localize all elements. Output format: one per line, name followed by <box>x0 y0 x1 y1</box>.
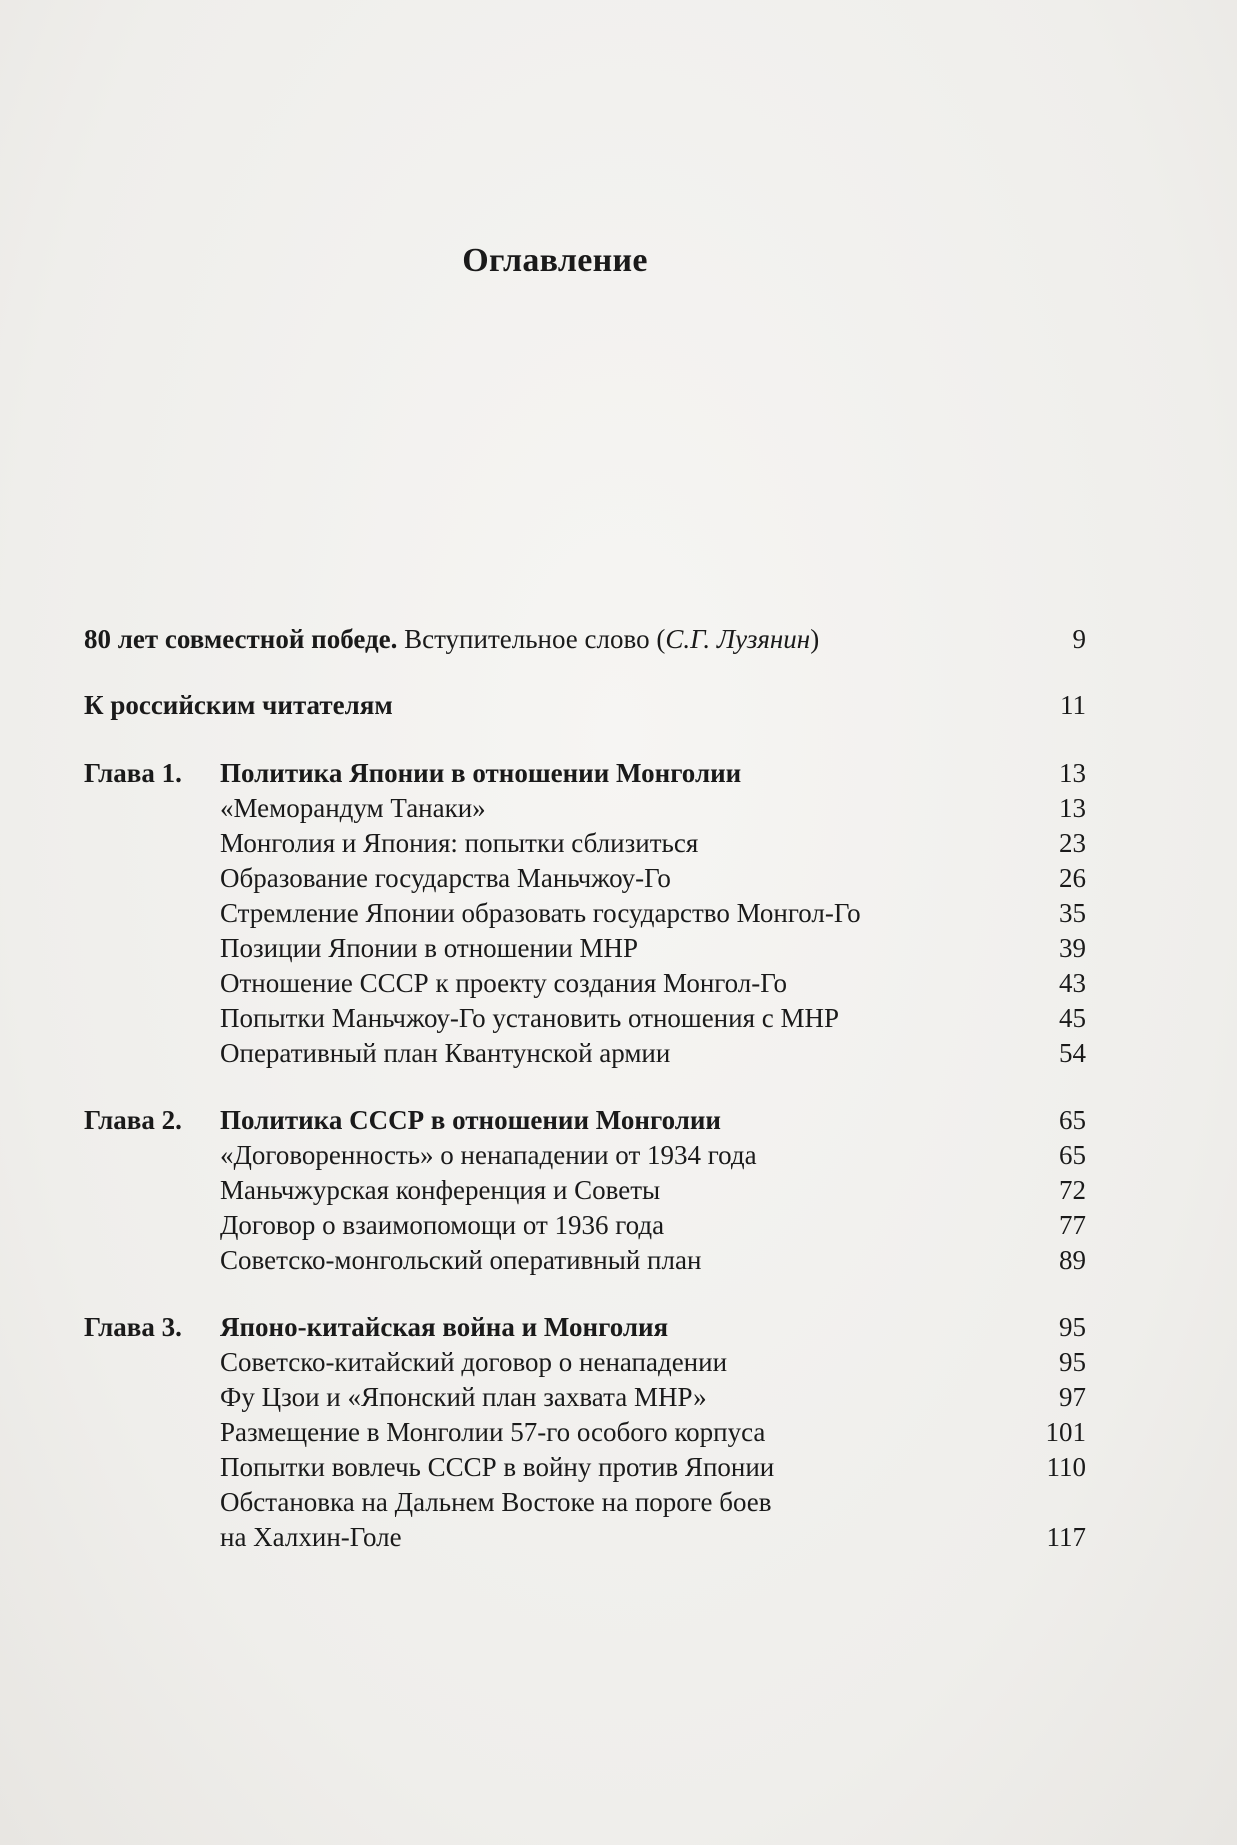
toc-item-text: «Договоренность» о ненападении от 1934 года <box>220 1140 757 1170</box>
toc-item-text: Попытки вовлечь СССР в войну против Японии <box>220 1452 775 1482</box>
toc-item-text: Советско-китайский договор о ненападении <box>220 1347 728 1377</box>
toc-item <box>84 1450 1086 1484</box>
chapter-title: Японо-китайская война и Монголия <box>220 1312 669 1342</box>
toc-page-number: 72 <box>1059 1175 1086 1205</box>
toc-page-number: 95 <box>1059 1347 1086 1377</box>
toc-page-number: 39 <box>1059 933 1086 963</box>
toc-page-number: 110 <box>1046 1452 1086 1482</box>
toc-page-number: 9 <box>1072 624 1086 654</box>
toc-item <box>84 931 1086 965</box>
intro-author: С.Г. Лузянин <box>665 624 811 654</box>
toc-page-number: 43 <box>1059 968 1086 998</box>
chapter-title: Политика Японии в отношении Монголии <box>220 758 742 788</box>
toc-item <box>84 1036 1086 1070</box>
toc-page-number: 77 <box>1059 1210 1086 1240</box>
toc-item-text: Оперативный план Квантунской армии <box>220 1038 671 1068</box>
toc-page-number: 54 <box>1059 1038 1086 1068</box>
toc-chapter-2 <box>84 1103 1086 1137</box>
toc-item-text: «Меморандум Танаки» <box>220 793 486 823</box>
toc-page-number: 13 <box>1059 793 1086 823</box>
chapter-title: Политика СССР в отношении Монголии <box>220 1105 721 1135</box>
toc-item <box>84 861 1086 895</box>
toc-item-text: Попытки Маньчжоу-Го установить отношения с МНР <box>220 1003 840 1033</box>
toc-item-text: Советско-монгольский оперативный план <box>220 1245 702 1275</box>
toc-page-number: 65 <box>1059 1140 1086 1170</box>
toc-page-number: 117 <box>1046 1522 1086 1552</box>
toc-item <box>84 1345 1086 1379</box>
toc-page-number: 11 <box>1060 690 1086 720</box>
toc-entry-text: К российским читателям <box>84 690 393 720</box>
toc-item <box>84 791 1086 825</box>
toc-item <box>84 896 1086 930</box>
chapter-label: Глава 3. <box>84 1312 182 1342</box>
chapter-label: Глава 2. <box>84 1105 182 1135</box>
toc-item-text: Отношение СССР к проекту создания Монгол-Го <box>220 968 788 998</box>
toc-entry-text <box>84 622 819 656</box>
toc-item <box>84 1415 1086 1449</box>
toc-item <box>84 1208 1086 1242</box>
toc-item <box>84 826 1086 860</box>
intro-text: Вступительное слово ( <box>397 624 666 654</box>
toc-page-number: 65 <box>1059 1105 1086 1135</box>
toc-page-number: 101 <box>1045 1417 1086 1447</box>
toc-item-text: Монголия и Япония: попытки сблизиться <box>220 828 699 858</box>
toc-item <box>84 1173 1086 1207</box>
toc-page-number: 23 <box>1059 828 1086 858</box>
toc-item-text: Стремление Японии образовать государство Монгол-Го <box>220 898 861 928</box>
chapter-label: Глава 1. <box>84 758 182 788</box>
page-title: Оглавление <box>462 242 648 279</box>
toc-item-text: Договор о взаимопомощи от 1936 года <box>220 1210 665 1240</box>
intro-close: ) <box>810 624 820 654</box>
toc-item-text: Фу Цзои и «Японский план захвата МНР» <box>220 1382 707 1412</box>
toc-entry-intro <box>84 622 1086 656</box>
toc-item <box>84 1138 1086 1172</box>
toc-item-text: Образование государства Маньчжоу-Го <box>220 863 671 893</box>
toc-chapter-1 <box>84 756 1086 790</box>
toc-item-multiline <box>84 1485 1086 1555</box>
toc-page-number: 89 <box>1059 1245 1086 1275</box>
toc-item-text: Маньчжурская конференция и Советы <box>220 1175 661 1205</box>
toc-chapter-3 <box>84 1310 1086 1344</box>
toc-entry-readers <box>84 688 1086 722</box>
toc-page-number: 97 <box>1059 1382 1086 1412</box>
toc-item <box>84 1380 1086 1414</box>
toc-item-text: Размещение в Монголии 57-го особого корпуса <box>220 1417 766 1447</box>
toc-item <box>84 966 1086 1000</box>
toc-item <box>84 1243 1086 1277</box>
toc-page-number: 45 <box>1059 1003 1086 1033</box>
toc-item-text: Позиции Японии в отношении МНР <box>220 933 639 963</box>
toc-page-number: 35 <box>1059 898 1086 928</box>
toc-item-text-line1: Обстановка на Дальнем Востоке на пороге боев <box>220 1487 772 1517</box>
toc-item-text-line2: на Халхин-Голе <box>220 1522 402 1552</box>
toc-page-number: 26 <box>1059 863 1086 893</box>
toc-page-number: 13 <box>1059 758 1086 788</box>
intro-bold-title: 80 лет совместной победе. <box>84 624 398 654</box>
toc-item <box>84 1001 1086 1035</box>
toc-page-number: 95 <box>1059 1312 1086 1342</box>
